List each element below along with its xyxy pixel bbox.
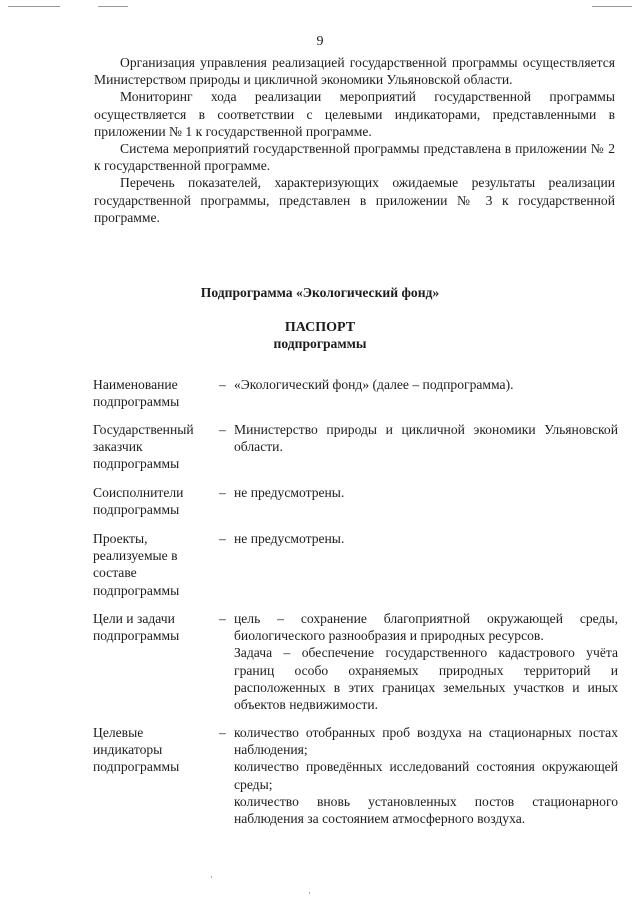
passport-label: Государственный заказчик подпрограммы (93, 422, 194, 472)
intro-paragraph: Организация управления реализацией государственной программы осуществляется Министерством природы и цикличной экономики Ульяновской области. (94, 55, 615, 88)
passport-value-text: Задача – обеспечение государственного кадастрового учёта границ особо охраняемых природных территорий и расположенных в этих границах земельных участков и иных объектов недвижимости. (234, 645, 618, 713)
passport-value-text: не предусмотрены. (234, 531, 345, 546)
passport-dash: – (219, 725, 226, 740)
intro-paragraph: Система мероприятий государственной программы представлена в приложении № 2 к государственной программе. (94, 141, 615, 174)
passport-value (234, 724, 618, 827)
intro-text (94, 54, 615, 226)
intro-paragraph: Перечень показателей, характеризующих ожидаемые результаты реализации государственной программы, представлен в приложении № 3 к государственной программе. (94, 175, 615, 225)
passport-dash: – (219, 531, 226, 546)
passport-value-text: «Экологический фонд» (далее – подпрограмма). (234, 377, 514, 392)
passport-value (234, 530, 618, 547)
passport-value-text: количество проведённых исследований состояния окружающей среды; (234, 759, 618, 792)
passport-label: Наименование подпрограммы (93, 377, 180, 410)
passport-value-text: количество отобранных проб воздуха на стационарных постах наблюдения; (234, 725, 618, 758)
scan-artifact-center (98, 6, 128, 7)
passport-subtitle: подпрограммы (273, 336, 367, 351)
passport-label: Проекты, реализуемые в составе подпрограммы (93, 531, 180, 598)
scan-speck: · (308, 888, 311, 898)
page-number: 9 (316, 34, 324, 49)
passport-title: ПАСПОРТ (284, 320, 356, 335)
passport-value (234, 376, 618, 393)
subprogram-title: Подпрограмма «Экологический фонд» (200, 285, 440, 300)
passport-dash: – (219, 377, 226, 392)
intro-paragraph: Мониторинг хода реализации мероприятий государственной программы осуществляется в соответствии с целевыми индикаторами, представленными в приложении № 1 к государственной программе. (94, 89, 615, 139)
passport-dash: – (219, 485, 226, 500)
passport-value-text: не предусмотрены. (234, 485, 345, 500)
passport-value-text: цель – сохранение благоприятной окружающей среды, биологического разнообразия и природных ресурсов. (234, 611, 618, 644)
scan-artifact-left (8, 6, 60, 7)
passport-value-text: Министерство природы и цикличной экономики Ульяновской области. (234, 422, 618, 455)
scan-speck: · (210, 872, 213, 882)
passport-value (234, 421, 618, 455)
passport-label: Целевые индикаторы подпрограммы (93, 725, 180, 775)
passport-value (234, 610, 618, 713)
passport-dash: – (219, 422, 226, 437)
passport-value (234, 484, 618, 501)
passport-value-text: количество вновь установленных постов стационарного наблюдения за состоянием атмосферного воздуха. (234, 793, 618, 827)
scan-artifact-right (592, 6, 632, 7)
passport-label: Соисполнители подпрограммы (93, 485, 184, 518)
passport-dash: – (219, 611, 226, 626)
passport-label: Цели и задачи подпрограммы (93, 611, 180, 644)
